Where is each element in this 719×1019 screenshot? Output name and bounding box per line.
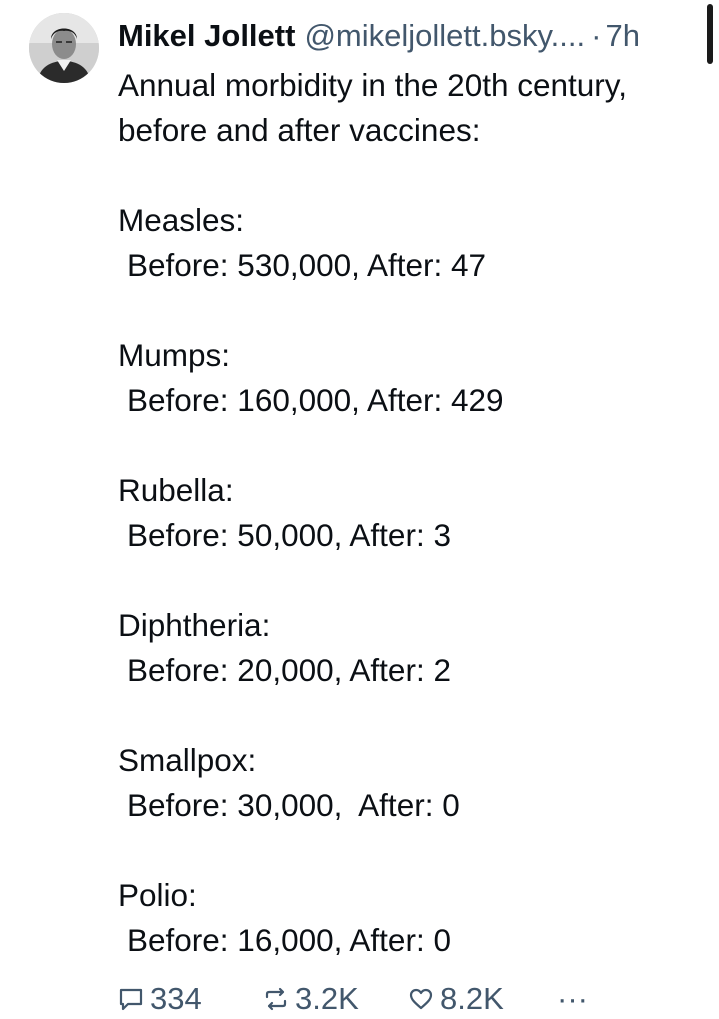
disease-entry-diphtheria <box>118 603 699 693</box>
post-actions <box>118 979 699 1019</box>
reply-button[interactable] <box>118 981 263 1017</box>
like-count: 8.2K <box>440 981 504 1016</box>
ellipsis-icon: ··· <box>557 981 588 1016</box>
post-time[interactable]: 7h <box>605 18 640 53</box>
more-options-button[interactable] <box>557 981 588 1017</box>
repost-count: 3.2K <box>295 981 359 1016</box>
author-name[interactable]: Mikel Jollett <box>118 18 296 53</box>
disease-entry-measles <box>118 198 699 288</box>
post-intro-line: before and after vaccines: <box>118 112 481 148</box>
reply-count: 334 <box>150 981 202 1016</box>
disease-stats: Before: 16,000, After: 0 <box>127 922 451 958</box>
person-photo-icon <box>29 13 99 83</box>
time-separator: · <box>591 18 602 53</box>
disease-name: Measles: <box>118 202 245 238</box>
repost-button[interactable] <box>263 981 408 1017</box>
post-text <box>118 63 699 963</box>
disease-stats: Before: 30,000, After: 0 <box>127 787 460 823</box>
scrollbar[interactable] <box>707 4 713 64</box>
disease-entry-polio <box>118 873 699 963</box>
post-intro-line: Annual morbidity in the 20th century, <box>118 67 627 103</box>
speech-bubble-icon <box>118 986 144 1012</box>
disease-entry-mumps <box>118 333 699 423</box>
disease-name: Smallpox: <box>118 742 257 778</box>
disease-stats: Before: 50,000, After: 3 <box>127 517 451 553</box>
heart-icon <box>408 986 434 1012</box>
disease-entry-rubella <box>118 468 699 558</box>
disease-stats: Before: 530,000, After: 47 <box>127 247 487 283</box>
disease-name: Polio: <box>118 877 197 913</box>
author-handle[interactable]: @mikeljollett.bsky.... <box>304 18 586 53</box>
avatar[interactable] <box>29 13 99 83</box>
disease-entry-smallpox <box>118 738 699 828</box>
disease-name: Mumps: <box>118 337 231 373</box>
disease-stats: Before: 20,000, After: 2 <box>127 652 451 688</box>
post-header <box>118 14 695 58</box>
repost-arrows-icon <box>263 986 289 1012</box>
like-button[interactable] <box>408 981 553 1017</box>
disease-stats: Before: 160,000, After: 429 <box>127 382 504 418</box>
disease-name: Diphtheria: <box>118 607 271 643</box>
disease-name: Rubella: <box>118 472 234 508</box>
